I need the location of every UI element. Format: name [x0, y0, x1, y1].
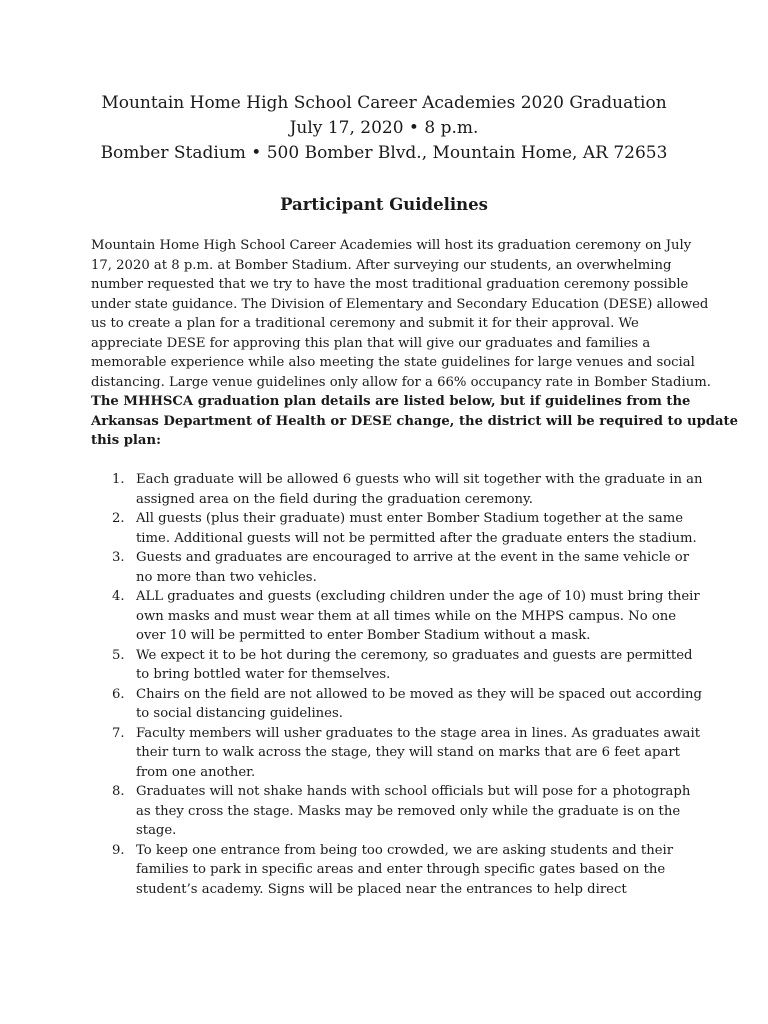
- list-item: [91, 841, 691, 900]
- list-item-number: 7.: [112, 725, 125, 741]
- list-item-text: over 10 will be permitted to enter Bomber Stadium without a mask.: [136, 628, 591, 643]
- list-item-text: stage.: [136, 823, 177, 838]
- intro-line: Mountain Home High School Career Academies will host its graduation ceremony on July: [91, 238, 692, 253]
- list-item: [91, 685, 702, 724]
- list-item-text: Guests and graduates are encouraged to arrive at the event in the same vehicle or: [136, 550, 690, 565]
- intro-line: us to create a plan for a traditional ceremony and submit it for their approval. We: [91, 316, 639, 331]
- list-item-text: as they cross the stage. Masks may be removed only while the graduate is on the: [136, 803, 681, 819]
- intro-line: 17, 2020 at 8 p.m. at Bomber Stadium. After surveying our students, an overwhelming: [91, 257, 672, 273]
- event-location: Bomber Stadium • 500 Bomber Blvd., Mountain Home, AR 72653: [100, 143, 668, 163]
- list-item-text: student’s academy. Signs will be placed near the entrances to help direct: [136, 881, 627, 897]
- list-item-text: All guests (plus their graduate) must enter Bomber Stadium together at the same: [136, 511, 684, 526]
- list-item: [91, 587, 700, 646]
- intro-line: number requested that we try to have the most traditional graduation ceremony possible: [91, 277, 689, 292]
- intro-bold-line: Arkansas Department of Health or DESE change, the district will be required to update: [91, 413, 739, 429]
- list-item-text: to social distancing guidelines.: [136, 706, 343, 721]
- list-item-number: 3.: [112, 550, 125, 565]
- list-item-text: own masks and must wear them at all times while on the MHPS campus. No one: [136, 608, 677, 624]
- list-item-number: 8.: [112, 784, 125, 799]
- list-item-text: no more than two vehicles.: [136, 569, 317, 585]
- list-item-text: To keep one entrance from being too crowded, we are asking students and their: [136, 842, 674, 858]
- list-item-text: ALL graduates and guests (excluding children under the age of 10) must bring their: [136, 589, 700, 604]
- list-item: [91, 509, 697, 548]
- list-item-text: to bring bottled water for themselves.: [136, 667, 391, 682]
- intro-line: memorable experience while also meeting the state guidelines for large venues and social: [91, 355, 695, 370]
- list-item-number: 1.: [112, 472, 125, 487]
- event-title: Mountain Home High School Career Academies 2020 Graduation: [101, 93, 667, 113]
- event-date-time: July 17, 2020 • 8 p.m.: [289, 118, 479, 138]
- intro-line: distancing. Large venue guidelines only allow for a 66% occupancy rate in Bomber Stadium.: [91, 374, 711, 390]
- list-item: [91, 548, 691, 587]
- list-item-number: 6.: [112, 686, 125, 702]
- list-item-text: We expect it to be hot during the ceremony, so graduates and guests are permitted: [136, 647, 693, 663]
- list-item-text: Chairs on the field are not allowed to be moved as they will be spaced out according: [136, 686, 702, 702]
- list-item-text: assigned area on the field during the graduation ceremony.: [136, 491, 533, 507]
- guidelines-list: [91, 470, 703, 899]
- intro-bold-line: The MHHSCA graduation plan details are listed below, but if guidelines from the: [91, 394, 691, 409]
- list-item-text: Graduates will not shake hands with school officials but will pose for a photograph: [136, 784, 691, 799]
- list-item: [91, 782, 691, 841]
- list-item-text: their turn to walk across the stage, they will stand on marks that are 6 feet apart: [136, 745, 680, 760]
- intro-line: appreciate DESE for approving this plan that will give our graduates and families a: [91, 335, 651, 351]
- document-header: [0, 91, 768, 166]
- list-item-number: 9.: [112, 842, 125, 858]
- intro-line: under state guidance. The Division of Elementary and Secondary Education (DESE) allowed: [91, 296, 709, 312]
- list-item-text: Faculty members will usher graduates to the stage area in lines. As graduates await: [136, 725, 701, 741]
- intro-bold-line: this plan:: [91, 433, 161, 448]
- list-item-text: from one another.: [136, 764, 256, 780]
- list-item: [91, 724, 701, 783]
- list-item-number: 4.: [112, 589, 125, 604]
- list-item: [91, 470, 703, 509]
- list-item-text: families to park in specific areas and enter through specific gates based on the: [136, 862, 666, 877]
- list-item-number: 2.: [112, 511, 125, 526]
- list-item: [91, 646, 691, 685]
- section-title: Participant Guidelines: [280, 195, 488, 214]
- list-item-text: time. Additional guests will not be permitted after the graduate enters the stadium.: [136, 530, 697, 546]
- list-item-number: 5.: [112, 647, 125, 663]
- intro-paragraph: [91, 236, 739, 451]
- list-item-text: Each graduate will be allowed 6 guests who will sit together with the graduate in an: [136, 472, 703, 487]
